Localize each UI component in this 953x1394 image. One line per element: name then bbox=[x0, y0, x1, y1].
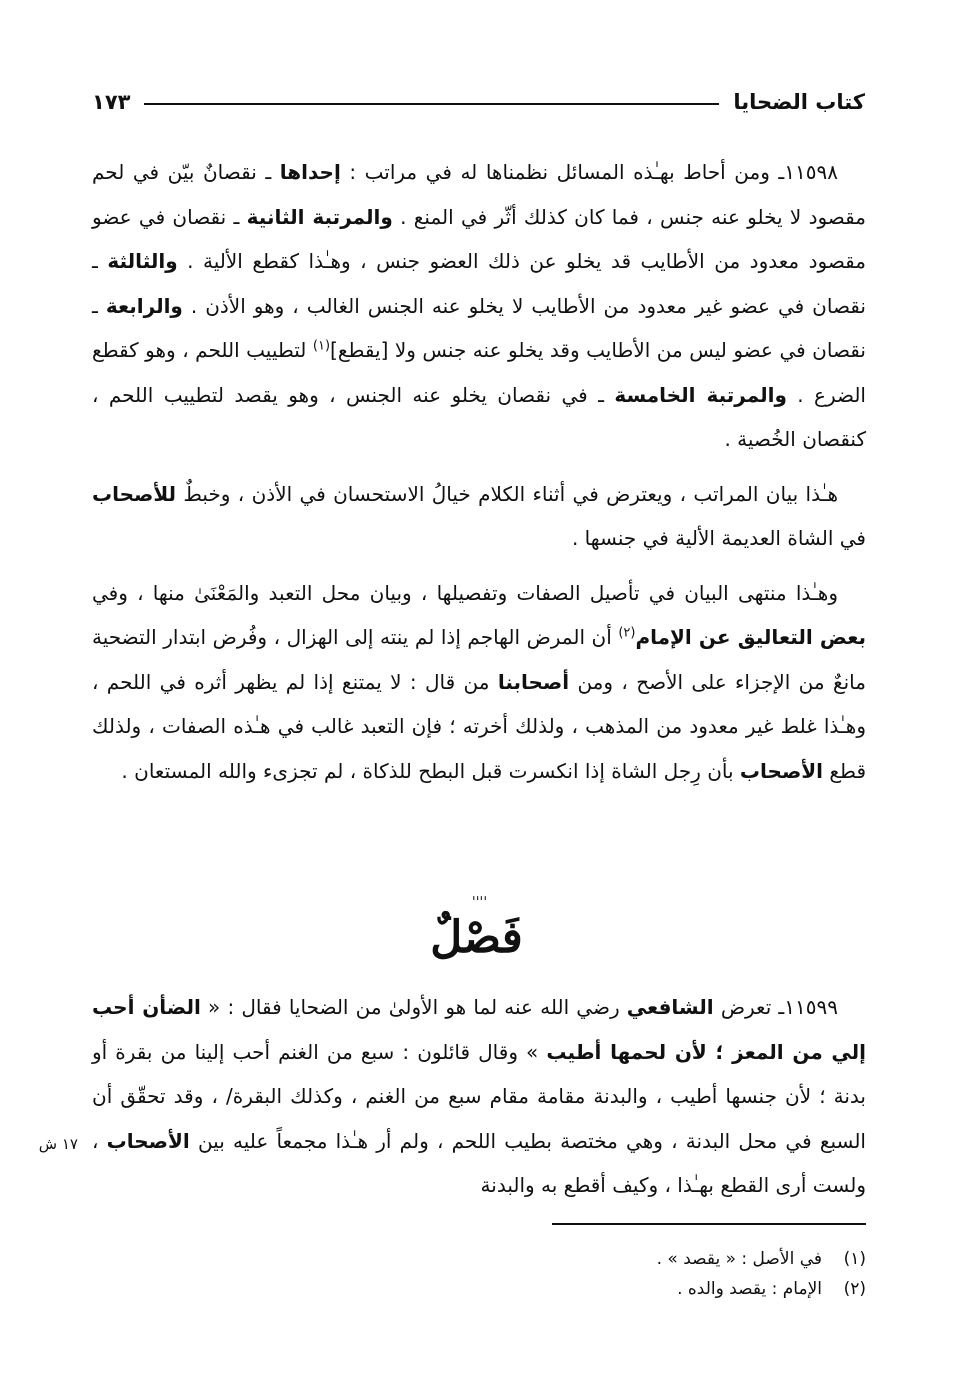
section-title bbox=[430, 898, 523, 968]
bold-term: الأصحاب bbox=[106, 1128, 190, 1153]
text-run: ـ نقصان في عضو ليس من الأطايب وقد يخلو عنه جنس ولا [يقطع] bbox=[92, 293, 866, 362]
footnote-number: (٢) bbox=[843, 1279, 866, 1299]
text-run: ١١٥٩٨ـ ومن أحاط بهـٰذه المسائل نظمناها له في مراتب : bbox=[340, 160, 838, 184]
paragraph-2 bbox=[92, 472, 866, 561]
footnote-ref-1[interactable]: (١) bbox=[312, 338, 331, 354]
text-run: من قال : لا يمتنع إذا لم يظهر أثره في اللحم ، وهـٰذا غلط غير معدود من المذهب ، ولذلك أخرته ؛ فإن التعبد غالب في هـٰذه الصفات ، ولذلك قطع bbox=[92, 669, 866, 783]
paragraph-3 bbox=[92, 571, 866, 794]
footnote-text: في الأصل : « يقصد » . bbox=[656, 1249, 822, 1269]
bold-term: أصحابنا bbox=[497, 669, 570, 694]
text-run: ـ نقصان في عضو غير معدود من الأطايب لا يخلو عنه الجنس الغالب ، وهو الأذن . bbox=[92, 249, 866, 318]
page-number: ١٧٣ bbox=[92, 90, 131, 114]
section-ornament bbox=[0, 898, 953, 968]
bold-term: والمرتبة الخامسة bbox=[614, 382, 787, 407]
text-run: هـٰذا بيان المراتب ، ويعترض في أثناء الكلام خيالُ الاستحسان في الأذن ، وخبطٌ bbox=[176, 481, 838, 506]
footnote-ref-2[interactable]: (٢) bbox=[618, 625, 636, 641]
text-run: » وقال قائلون : سبع من الغنم أحب إلينا من بقرة أو بدنة ؛ لأن جنسها أطيب ، والبدنة مقامة مقام سبع من الغنم ، وكذلك البقرة/ ، وقد تحقّق أن السبع في محل البدنة ، وهي مختصة بطيب اللحم ، ولم أر هـٰذا مجمعاً عليه بين bbox=[92, 1039, 866, 1153]
footnote-rule bbox=[552, 1223, 866, 1225]
text-run: لتطييب اللحم ، وهو كقطع الضرع . bbox=[92, 338, 866, 407]
bold-term: والمرتبة الثانية bbox=[246, 204, 393, 229]
footnote-text: الإمام : يقصد والده . bbox=[677, 1279, 822, 1299]
footnote-2 bbox=[452, 1274, 866, 1304]
footnote-number: (١) bbox=[843, 1249, 866, 1269]
text-run: ، ولست أرى القطع بهـٰذا ، وكيف أقطع به والبدنة bbox=[92, 1128, 866, 1197]
bold-term: والرابعة bbox=[105, 293, 183, 318]
paragraph-1598 bbox=[92, 150, 866, 462]
text-run: رضي الله عنه لما هو الأولىٰ من الضحايا فقال : « bbox=[200, 995, 627, 1019]
text-run: ـ نقصانٌ بيّن في لحم مقصود لا يخلو عنه جنس ، فما كان كذلك أثّر في المنع . bbox=[92, 160, 866, 229]
bold-term: الأصحاب bbox=[739, 758, 824, 783]
footnote-1 bbox=[452, 1244, 866, 1274]
bold-term: الضأن أحب إلي من المعز ؛ لأن لحمها أطيب bbox=[92, 995, 866, 1064]
text-run: ١١٥٩٩ـ تعرض bbox=[713, 995, 839, 1019]
bold-term: للأصحاب bbox=[92, 481, 177, 506]
bold-term: إحداها bbox=[279, 160, 341, 184]
text-run: ـ في نقصان يخلو عنه الجنس ، وهو يقصد لتطييب اللحم ، كنقصان الخُصية . bbox=[92, 382, 866, 451]
text-run: بأن رِجل الشاة إذا انكسرت قبل البطح للذكاة ، لم تجزىء والله المستعان . bbox=[121, 758, 740, 783]
bold-term: والثالثة bbox=[107, 249, 178, 273]
bold-term: بعض التعاليق عن الإمام bbox=[635, 625, 866, 649]
page-header bbox=[92, 82, 865, 122]
text-run: ـ نقصان في عضو مقصود معدود من الأطايب قد يخلو عن ذلك العضو جنس ، وهـٰذا كقطع الألية . bbox=[92, 204, 867, 273]
paragraph-1599 bbox=[92, 985, 866, 1208]
header-rule bbox=[144, 103, 719, 105]
bold-term: الشافعي bbox=[626, 995, 714, 1019]
text-run: وهـٰذا منتهى البيان في تأصيل الصفات وتفصيلها ، وبيان محل التعبد والمَعْنَىٰ منها ، وفي bbox=[92, 580, 838, 605]
main-text-2 bbox=[92, 985, 866, 1218]
ornament-decoration: ٰ ٰ ٰ ٰ bbox=[470, 896, 483, 910]
text-run: أن المرض الهاجم إذا لم ينته إلى الهزال ، وفُرض ابتدار التضحية مانعٌ من الإجزاء على الأصح ، ومن bbox=[92, 625, 866, 694]
manuscript-folio-note: ١٧ ش bbox=[38, 1135, 78, 1153]
section-title-text: فَصْلٌ bbox=[430, 912, 523, 963]
text-run: في الشاة العديمة الألية في جنسها . bbox=[571, 526, 866, 550]
running-title: كتاب الضحايا bbox=[733, 90, 865, 114]
main-text bbox=[92, 150, 866, 803]
footnotes bbox=[452, 1244, 866, 1304]
